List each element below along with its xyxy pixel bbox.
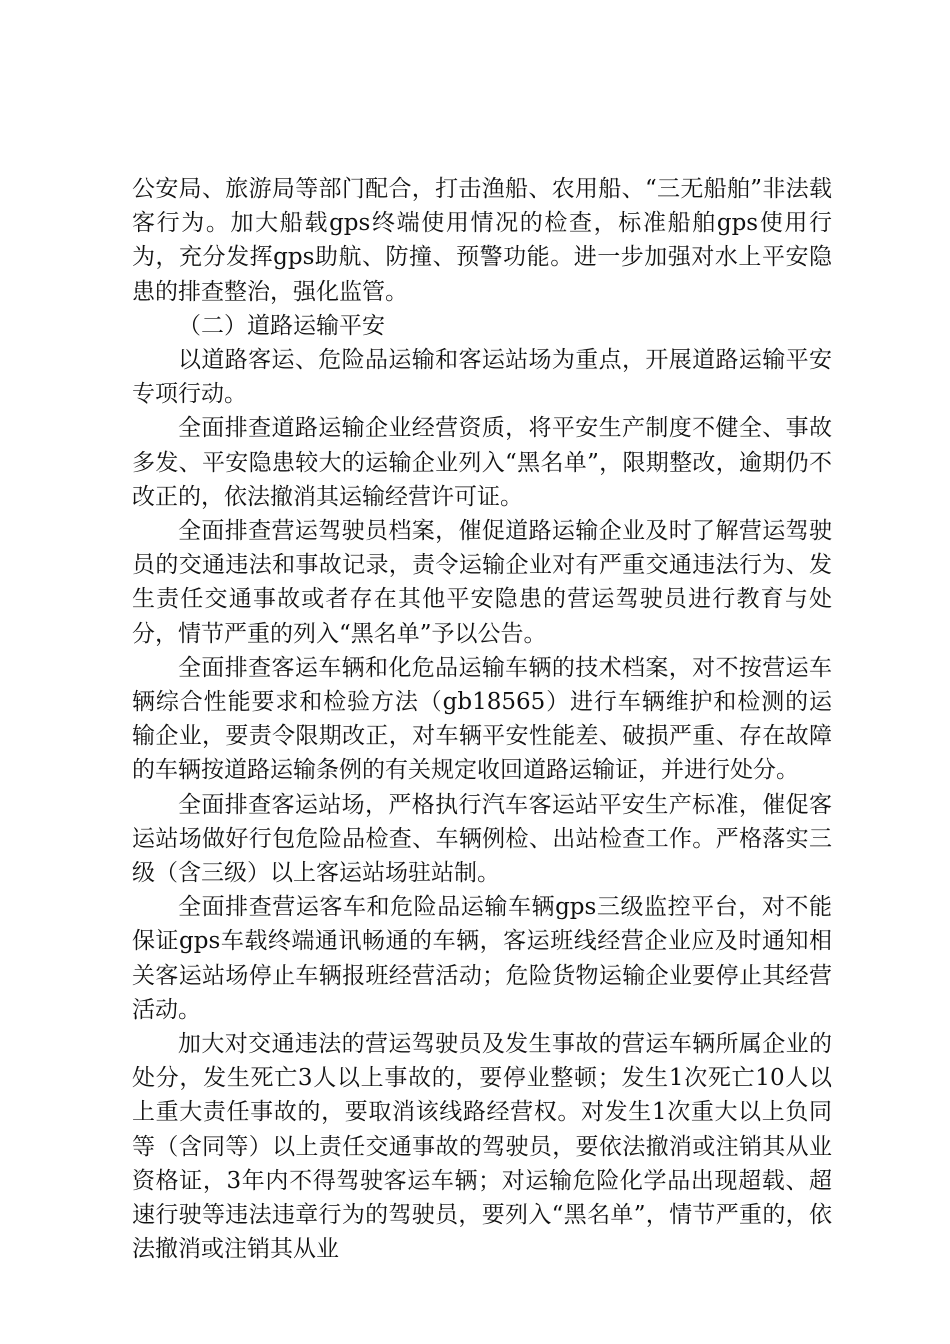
paragraph-road-intro: 以道路客运、危险品运输和客运站场为重点，开展道路运输平安专项行动。: [132, 347, 832, 408]
paragraph-penalties: 加大对交通违法的营运驾驶员及发生事故的营运车辆所属企业的处分，发生死亡3人以上事故的，要停业整顿；发生1次死亡10人以上重大责任事故的，要取消该线路经营权。对发生1次重大以上负同等（含同等）以上责任交通事故的驾驶员，要依法撤消或注销其从业资格证，3年内不得驾驶客运车辆；对运输危险化学品出现超载、超速行驶等违法违章行为的驾驶员，要列入“黑名单”，情节严重的，依法撤消或注销其从业: [132, 1031, 832, 1263]
paragraph-vehicle-archives: 全面排查客运车辆和化危品运输车辆的技术档案，对不按营运车辆综合性能要求和检验方法（gb18565）进行车辆维护和检测的运输企业，要责令限期改正，对车辆平安性能差、破损严重、存在故障的车辆按道路运输条例的有关规定收回道路运输证，并进行处分。: [132, 654, 832, 784]
paragraph-driver-records: 全面排查营运驾驶员档案，催促道路运输企业及时了解营运驾驶员的交通违法和事故记录，责令运输企业对有严重交通违法行为、发生责任交通事故或者存在其他平安隐患的营运驾驶员进行教育与处分，情节严重的列入“黑名单”予以公告。: [132, 518, 832, 647]
document-body: [132, 172, 832, 1267]
paragraph-water-safety-continued: 公安局、旅游局等部门配合，打击渔船、农用船、“三无船舶”非法载客行为。加大船载gps终端使用情况的检查，标准船舶gps使用行为，充分发挥gps助航、防撞、预警功能。进一步加强对水上平安隐患的排查整治，强化监管。: [132, 176, 832, 305]
paragraph-passenger-stations: 全面排查客运站场，严格执行汽车客运站平安生产标准，催促客运站场做好行包危险品检查、车辆例检、出站检查工作。严格落实三级（含三级）以上客运站场驻站制。: [132, 791, 832, 887]
section-heading-road-transport: （二）道路运输平安: [178, 312, 385, 339]
paragraph-gps-monitoring: 全面排查营运客车和危险品运输车辆gps三级监控平台，对不能保证gps车载终端通讯畅通的车辆，客运班线经营企业应及时通知相关客运站场停止车辆报班经营活动；危险货物运输企业要停止其经营活动。: [132, 894, 832, 1023]
paragraph-enterprise-qualification: 全面排查道路运输企业经营资质，将平安生产制度不健全、事故多发、平安隐患较大的运输企业列入“黑名单”，限期整改，逾期仍不改正的，依法撤消其运输经营许可证。: [132, 415, 832, 510]
